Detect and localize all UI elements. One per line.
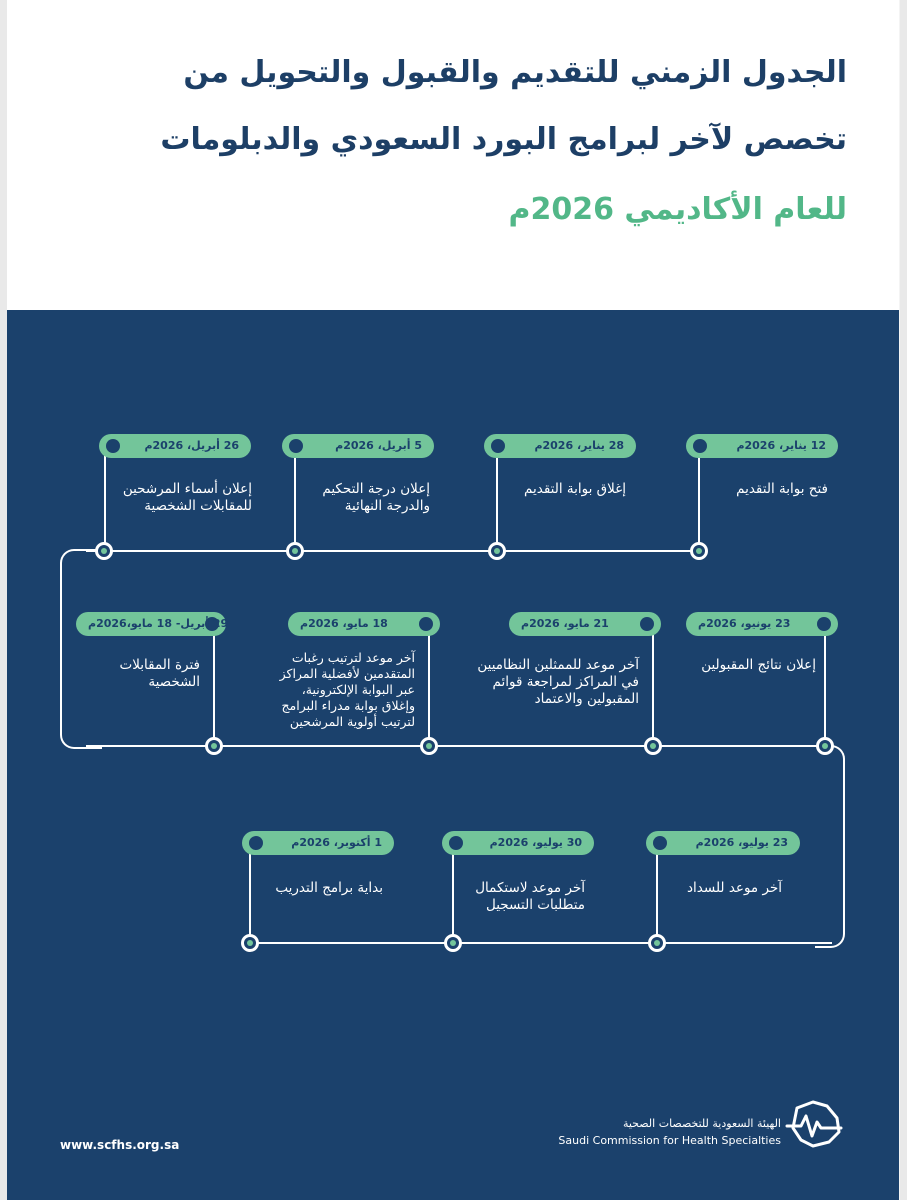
- timeline-line-row3: [252, 942, 832, 944]
- timeline-node: [205, 737, 223, 755]
- page-edge-right: [900, 0, 907, 1200]
- website-link[interactable]: www.scfhs.org.sa: [60, 1138, 180, 1152]
- date-label: 18 مايو، 2026م: [300, 617, 388, 630]
- pill-dot: [289, 439, 303, 453]
- date-label: 23 يونيو، 2026م: [698, 617, 791, 630]
- timeline-node: [690, 542, 708, 560]
- timeline-node: [241, 934, 259, 952]
- stem: [652, 624, 654, 746]
- milestone-text: فتح بوابة التقديم: [736, 481, 828, 497]
- pill-dot: [491, 439, 505, 453]
- milestone-text: إعلان نتائج المقبولين: [701, 657, 816, 673]
- pill-dot: [449, 836, 463, 850]
- date-label: 23 يوليو، 2026م: [695, 836, 788, 849]
- org-name-arabic: الهيئة السعودية للتخصصات الصحية: [622, 1117, 781, 1130]
- date-pill: [442, 831, 594, 855]
- date-pill: [509, 612, 661, 636]
- org-name-english: Saudi Commission for Health Specialties: [558, 1134, 781, 1147]
- stem: [104, 447, 106, 551]
- date-pill: [282, 434, 434, 458]
- pill-dot: [419, 617, 433, 631]
- timeline-node: [444, 934, 462, 952]
- timeline-line-row2: [86, 745, 831, 747]
- pill-dot: [640, 617, 654, 631]
- stem: [824, 624, 826, 746]
- date-label: 21 مايو، 2026م: [521, 617, 609, 630]
- stem: [656, 843, 658, 943]
- timeline-curve-right: [815, 745, 845, 948]
- stem: [496, 447, 498, 551]
- milestone-text: بداية برامج التدريب: [275, 880, 383, 896]
- date-label: 28 يناير، 2026م: [534, 439, 624, 452]
- milestone-text: إعلان أسماء المرشحين للمقابلات الشخصية: [122, 481, 252, 514]
- date-pill: [242, 831, 394, 855]
- milestone-text: آخر موعد لترتيب رغبات المتقدمين لأفضلية المراكز عبر البوابة الإلكترونية، وإغلاق بوابة مدراء البرامج لترتيب أولوية المرشحين: [279, 650, 415, 729]
- date-pill: [484, 434, 636, 458]
- timeline-line-row1: [86, 550, 700, 552]
- date-label: 29 أبريل- 18 مايو،2026م: [88, 617, 229, 630]
- title-line-1: الجدول الزمني للتقديم والقبول والتحويل من: [183, 55, 847, 90]
- stem: [452, 843, 454, 943]
- timeline-node: [95, 542, 113, 560]
- date-pill: [686, 434, 838, 458]
- date-pill: [288, 612, 440, 636]
- date-pill: [686, 612, 838, 636]
- timeline-curve-left: [60, 549, 102, 749]
- milestone-text: إغلاق بوابة التقديم: [524, 481, 626, 497]
- milestone-text: إعلان درجة التحكيم والدرجة النهائية: [322, 481, 430, 514]
- title-line-2: تخصص لآخر لبرامج البورد السعودي والدبلومات: [160, 122, 847, 157]
- stem: [428, 624, 430, 746]
- pill-dot: [817, 617, 831, 631]
- title-year: للعام الأكاديمي 2026م: [508, 192, 847, 227]
- milestone-text: آخر موعد لاستكمال متطلبات التسجيل: [475, 880, 585, 913]
- date-label: 26 أبريل، 2026م: [144, 439, 239, 452]
- stem: [249, 843, 251, 943]
- timeline-node: [488, 542, 506, 560]
- pill-dot: [249, 836, 263, 850]
- date-pill: [646, 831, 800, 855]
- date-pill: [99, 434, 251, 458]
- timeline-node: [648, 934, 666, 952]
- date-label: 1 أكتوبر، 2026م: [291, 836, 382, 849]
- timeline-node: [816, 737, 834, 755]
- timeline-node: [420, 737, 438, 755]
- milestone-text: آخر موعد للسداد: [687, 880, 782, 896]
- date-label: 12 يناير، 2026م: [736, 439, 826, 452]
- stem: [294, 447, 296, 551]
- pill-dot: [653, 836, 667, 850]
- scfhs-logo-icon: [783, 1098, 845, 1150]
- pill-dot: [106, 439, 120, 453]
- timeline-node: [286, 542, 304, 560]
- timeline-node: [644, 737, 662, 755]
- stem: [213, 624, 215, 746]
- page-edge-left: [0, 0, 7, 1200]
- pill-dot: [693, 439, 707, 453]
- stem: [698, 447, 700, 551]
- date-pill: [76, 612, 229, 636]
- date-label: 30 يوليو، 2026م: [489, 836, 582, 849]
- date-label: 5 أبريل، 2026م: [335, 439, 422, 452]
- milestone-text: فترة المقابلات الشخصية: [119, 657, 200, 690]
- milestone-text: آخر موعد للممثلين النظاميين في المراكز لمراجعة قوائم المقبولين والاعتماد: [477, 657, 639, 707]
